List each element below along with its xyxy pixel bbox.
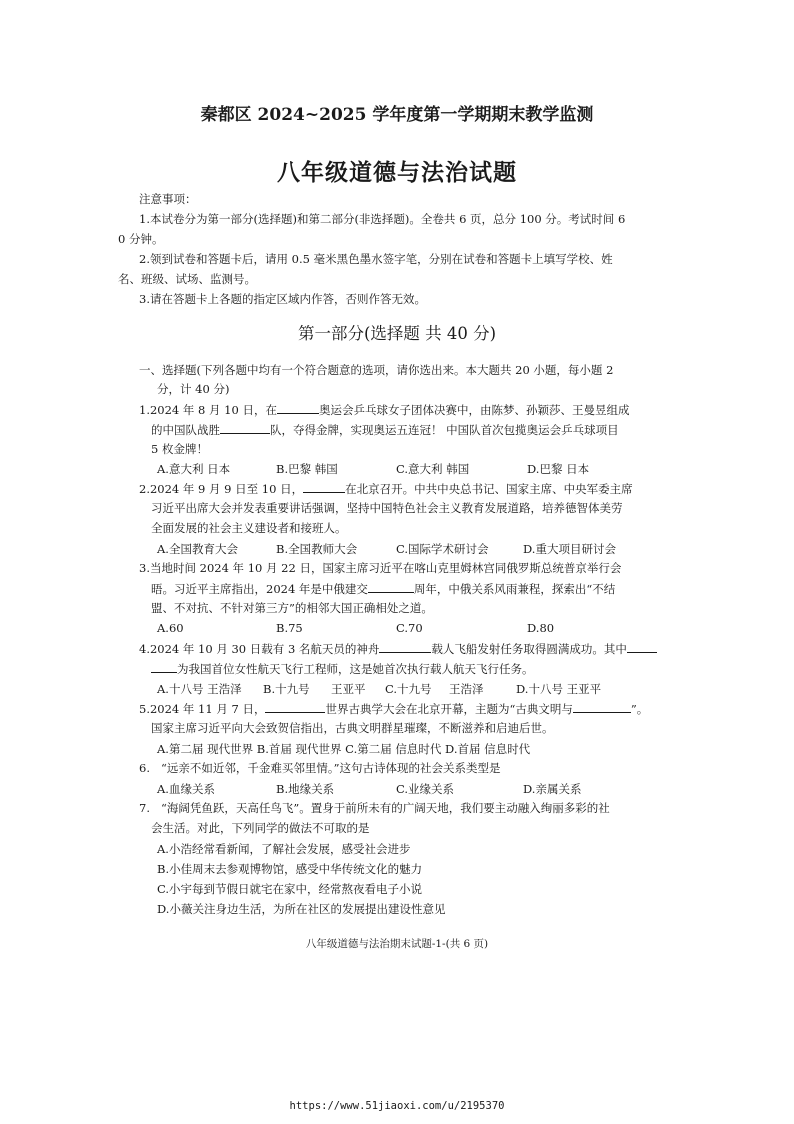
answer-blank: [265, 701, 325, 713]
note-item-2: 2.领到试卷和答题卡后，请用 0.5 毫米黑色墨水签字笔，分别在试卷和答题卡上填写学校、姓: [139, 252, 613, 266]
question-3-option-c: C.70: [396, 621, 423, 635]
question-text: 周年，中俄关系风雨兼程，探索出“不结: [413, 582, 616, 596]
question-1-line-3: 5 枚金牌！: [151, 442, 208, 456]
question-5-line-2: 国家主席习近平向大会致贺信指出，古典文明群星璀璨，不断滋养和启迪后世。: [151, 721, 554, 735]
question-2-line-2: 习近平出席大会并发表重要讲话强调，坚持中国特色社会主义教育发展道路，培养德智体美劳: [151, 501, 623, 515]
question-text: 世界古典学大会在北京开幕，主题为“古典文明与: [325, 702, 573, 716]
question-3-option-d: D.80: [527, 621, 555, 635]
question-text: 1.2024 年 8 月 10 日，在: [139, 403, 277, 417]
question-4-line-2: [151, 661, 534, 676]
page-footer: 八年级道德与法治期末试题-1-(共 6 页): [305, 938, 489, 950]
question-text: 4.2024 年 10 月 30 日载有 3 名航天员的神舟: [139, 642, 380, 656]
question-3-option-b: B.75: [276, 621, 303, 635]
watermark-url[interactable]: https://www.51jiaoxi.com/u/2195370: [289, 1100, 505, 1112]
question-3-option-a: A.60: [157, 621, 184, 635]
question-6-stem: “远亲不如近邻，千金难买邻里情。”这句古诗体现的社会关系类型是: [161, 761, 501, 775]
question-text: 队，夺得金牌，实现奥运五连冠！ 中国队首次包揽奥运会乒乓球项目: [270, 423, 619, 437]
question-4-line-1: [139, 641, 657, 656]
question-7-option-b: B.小佳周末去参观博物馆，感受中华传统文化的魅力: [157, 862, 423, 876]
question-2-option-a: A.全国教育大会: [157, 542, 238, 556]
note-item-1: 1.本试卷分为第一部分(选择题)和第二部分(非选择题)。全卷共 6 页，总分 100 分。考试时间 6: [139, 212, 626, 226]
question-7-option-a: A.小浩经常看新闻，了解社会发展，感受社会进步: [157, 842, 411, 856]
question-4-option-b: B.十九号: [263, 682, 310, 696]
question-1-line-2: [151, 422, 619, 437]
question-7-line-1: “海阔凭鱼跃，天高任鸟飞”。置身于前所未有的广阔天地，我们要主动融入绚丽多彩的社: [161, 801, 610, 815]
question-text: 奥运会乒乓球女子团体决赛中，由陈梦、孙颖莎、王曼昱组成: [318, 403, 630, 417]
question-text: 为我国首位女性航天飞行工程师，这是她首次执行载人航天飞行任务。: [177, 662, 534, 676]
question-6-option-c: C.业缘关系: [396, 782, 455, 796]
question-1-option-a: A.意大利 日本: [157, 462, 231, 476]
answer-blank: [379, 641, 431, 653]
question-7-line-2: 会生活。对此，下列同学的做法不可取的是: [151, 821, 370, 835]
question-3-line-3: 盟、不对抗、不针对第三方”的相邻大国正确相处之道。: [151, 601, 433, 615]
note-item-3: 3.请在答题卡上各题的指定区域内作答，否则作答无效。: [139, 292, 426, 306]
question-4-option-d: D.十八号 王亚平: [516, 682, 602, 696]
question-1-option-b: B.巴黎 韩国: [276, 462, 338, 476]
question-4-option-b-name: 王亚平: [331, 682, 366, 696]
question-6-option-d: D.亲属关系: [523, 782, 582, 796]
answer-blank: [368, 581, 414, 593]
question-2-line-1: [139, 481, 633, 496]
answer-blank: [277, 402, 319, 414]
question-7-option-d: D.小薇关注身边生活，为所在社区的发展提出建设性意见: [157, 902, 446, 916]
notes-heading: 注意事项：: [139, 192, 197, 206]
question-2-option-d: D.重大项目研讨会: [523, 542, 616, 556]
question-6-option-a: A.血缘关系: [157, 782, 215, 796]
question-2-line-3: 全面发展的社会主义建设者和接班人。: [151, 521, 347, 535]
question-6-option-b: B.地缘关系: [276, 782, 335, 796]
exam-header-title: 秦都区 2024~2025 学年度第一学期期末教学监测: [200, 105, 594, 125]
question-2-option-b: B.全国教师大会: [276, 542, 358, 556]
question-4-option-c-name: 王浩泽: [449, 682, 484, 696]
note-item-2-cont: 名、班级、试场、监测号。: [118, 272, 256, 286]
section-title: 第一部分(选择题 共 40 分): [297, 324, 497, 343]
question-text: ”。: [630, 702, 649, 716]
answer-blank: [573, 701, 631, 713]
question-7-number: 7.: [139, 801, 150, 815]
question-4-option-c: C.十九号: [385, 682, 432, 696]
question-3-line-1: 3.当地时间 2024 年 10 月 22 日，国家主席习近平在喀山克里姆林宫同俄罗斯总统普京举行会: [139, 561, 622, 575]
question-2-option-c: C.国际学术研讨会: [396, 542, 489, 556]
note-item-1-cont: 0 分钟。: [118, 232, 164, 246]
answer-blank: [627, 641, 657, 653]
question-5-options: A.第二届 现代世界 B.首届 现代世界 C.第二届 信息时代 D.首届 信息时代: [157, 742, 531, 756]
question-1-option-c: C.意大利 韩国: [396, 462, 470, 476]
question-text: 5.2024 年 11 月 7 日，: [139, 702, 266, 716]
question-text: 载人飞船发射任务取得圆满成功。其中: [431, 642, 627, 656]
question-4-option-a: A.十八号 王浩泽: [157, 682, 242, 696]
question-text: 2.2024 年 9 月 9 日至 10 日，: [139, 482, 304, 496]
section-instructions-cont: 分，计 40 分): [157, 382, 230, 396]
question-text: 晤。习近平主席指出，2024 年是中俄建交: [151, 582, 368, 596]
answer-blank: [303, 481, 345, 493]
answer-blank: [220, 422, 270, 434]
question-1-option-d: D.巴黎 日本: [527, 462, 590, 476]
question-7-option-c: C.小宇每到节假日就宅在家中，经常熬夜看电子小说: [157, 882, 423, 896]
question-1-line-1: [139, 402, 629, 417]
answer-blank: [151, 661, 177, 673]
question-text: 在北京召开。中共中央总书记、国家主席、中央军委主席: [345, 482, 633, 496]
question-3-line-2: [151, 581, 615, 596]
section-instructions: 一、选择题(下列各题中均有一个符合题意的选项，请你选出来。本大题共 20 小题，每小题 2: [139, 363, 614, 377]
question-6-number: 6.: [139, 761, 150, 775]
question-text: 的中国队战胜: [151, 423, 220, 437]
exam-subject-title: 八年级道德与法治试题: [277, 159, 517, 186]
question-5-line-1: [139, 701, 648, 716]
